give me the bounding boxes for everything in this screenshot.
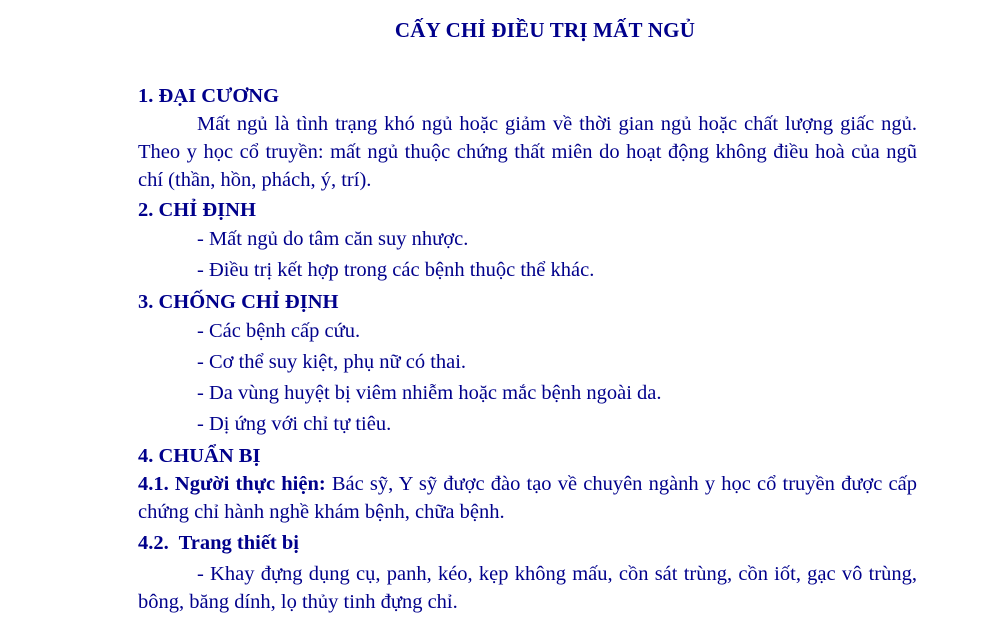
contraindication-item: - Cơ thể suy kiệt, phụ nữ có thai. <box>197 351 467 373</box>
contraindication-item: - Dị ứng với chỉ tự tiêu. <box>197 413 392 435</box>
section-heading-indications: 2. CHỈ ĐỊNH <box>138 199 256 221</box>
section-heading-contraindications: 3. CHỐNG CHỈ ĐỊNH <box>138 291 339 313</box>
contraindication-item: - Các bệnh cấp cứu. <box>197 320 361 342</box>
performer-text: Bác sỹ, Y sỹ được đào tạo về chuyên ngành y học cổ truyền được cấp chứng chỉ hành nghề khám bệnh, chữa bệnh. <box>138 473 917 523</box>
performer-label: 4.1. Người thực hiện: <box>138 473 326 495</box>
equipment-heading: 4.2. Trang thiết bị <box>138 532 299 554</box>
performer-paragraph <box>138 470 917 526</box>
general-paragraph: Mất ngủ là tình trạng khó ngủ hoặc giảm về thời gian ngủ hoặc chất lượng giấc ngủ. Theo y học cổ truyền: mất ngủ thuộc chứng thất miên do hoạt động không điều hoà của ngũ chí (thần, hồn, phách, ý, trí). <box>138 113 917 191</box>
contraindication-item: - Da vùng huyệt bị viêm nhiễm hoặc mắc bệnh ngoài da. <box>197 382 662 404</box>
section-heading-preparation: 4. CHUẨN BỊ <box>138 445 261 467</box>
indication-item: - Điều trị kết hợp trong các bệnh thuộc thể khác. <box>197 259 595 281</box>
equipment-paragraph: - Khay đựng dụng cụ, panh, kéo, kẹp không mấu, cồn sát trùng, cồn iốt, gạc vô trùng, bông, băng dính, lọ thủy tinh đựng chỉ. <box>138 563 917 613</box>
indication-item: - Mất ngủ do tâm căn suy nhược. <box>197 228 469 250</box>
document-title: CẤY CHỈ ĐIỀU TRỊ MẤT NGỦ <box>394 18 696 42</box>
section-heading-general: 1. ĐẠI CƯƠNG <box>138 85 280 107</box>
document-body <box>138 82 917 616</box>
